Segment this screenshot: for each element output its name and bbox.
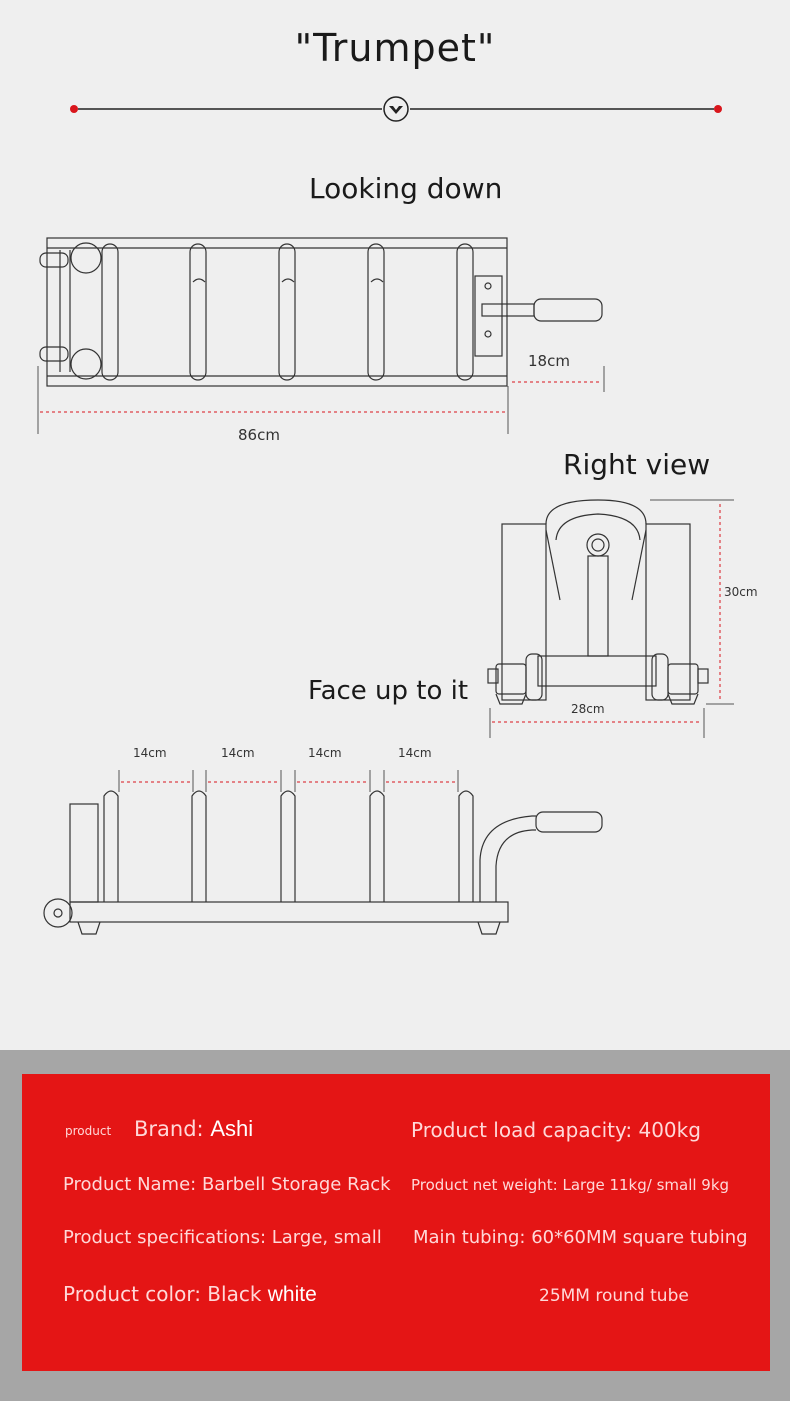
front-spacing-3: 14cm: [308, 746, 342, 760]
top-view-heading: Looking down: [309, 172, 503, 205]
top-handle-dimension: 18cm: [528, 352, 570, 370]
spec-color: [63, 1282, 317, 1307]
spec-load-capacity: Product load capacity: 400kg: [411, 1118, 701, 1142]
spec-specifications: Product specifications: Large, small: [63, 1227, 382, 1248]
right-view-heading: Right view: [563, 448, 711, 481]
front-spacing-2: 14cm: [221, 746, 255, 760]
page-title: "Trumpet": [294, 26, 496, 70]
spec-brand-value: Ashi: [210, 1116, 254, 1141]
front-view-heading: Face up to it: [308, 676, 469, 706]
spec-name: Product Name: Barbell Storage Rack: [63, 1174, 391, 1195]
spec-net-weight: Product net weight: Large 11kg/ small 9kg: [411, 1176, 730, 1194]
spec-round-tube: 25MM round tube: [539, 1286, 689, 1306]
specs-band: [0, 1050, 790, 1401]
spec-product-label: product: [65, 1124, 112, 1138]
spec-main-tubing: Main tubing: 60*60MM square tubing: [413, 1227, 748, 1248]
right-width-dimension: 28cm: [571, 702, 605, 716]
spec-brand-label: Brand:: [134, 1117, 204, 1141]
spec-color-value: white: [267, 1283, 317, 1306]
right-height-dimension: 30cm: [724, 585, 758, 599]
spec-brand: [134, 1116, 253, 1142]
specs-panel: [22, 1074, 770, 1371]
front-spacing-4: 14cm: [398, 746, 432, 760]
front-spacing-1: 14cm: [133, 746, 167, 760]
spec-color-label: Product color: Black: [63, 1282, 262, 1306]
top-length-dimension: 86cm: [238, 426, 280, 444]
